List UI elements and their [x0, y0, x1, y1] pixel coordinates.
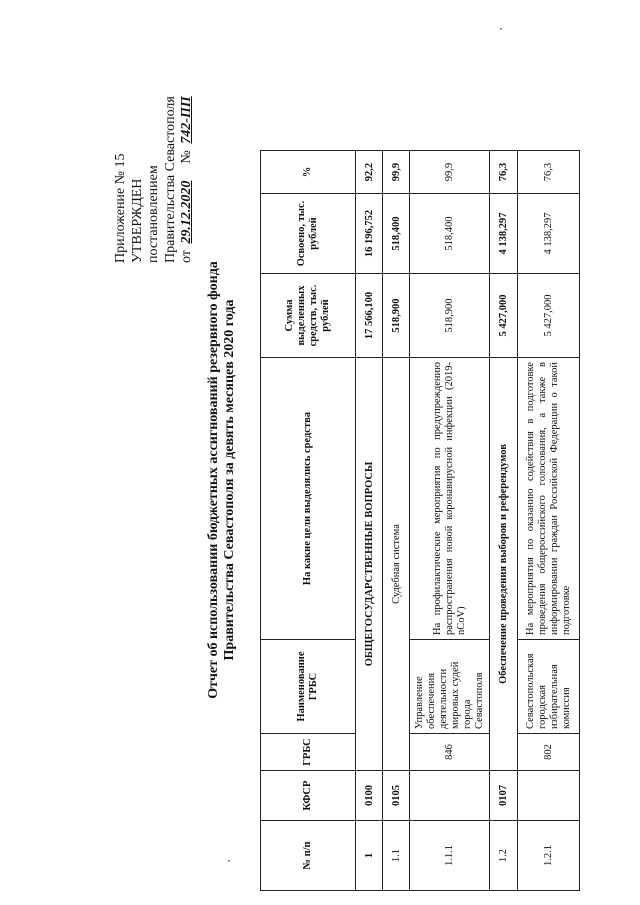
row-percent: 99,9 — [410, 151, 490, 194]
row-percent: 76,3 — [490, 151, 518, 194]
table-row — [383, 151, 410, 891]
row-kfsr-empty — [518, 771, 580, 821]
row-allocated: 518,900 — [410, 274, 490, 358]
row-num: 1.2 — [490, 821, 518, 891]
decree-number: 742-ПП — [179, 96, 194, 144]
row-allocated: 5 427,000 — [490, 274, 518, 358]
row-section: Судебная система — [383, 358, 410, 771]
decree-date-line — [179, 13, 196, 263]
table-row — [356, 151, 383, 891]
decree-date: 29.12.2020 — [179, 180, 194, 244]
decree-label: постановлением — [146, 165, 161, 263]
row-allocated: 518,900 — [383, 274, 410, 358]
table-row — [490, 151, 518, 891]
government-label: Правительства Севастополя — [162, 96, 178, 263]
report-table — [260, 150, 580, 891]
header-spent: Освоено, тыс. рублей — [261, 194, 356, 274]
table-row — [518, 151, 580, 891]
report-title — [206, 155, 238, 805]
row-percent: 76,3 — [518, 151, 580, 194]
row-grbs-name: Управление обеспечения деятельности мировых судей города Севастополя — [410, 640, 490, 734]
table-header-row — [261, 151, 356, 891]
row-kfsr-empty — [410, 771, 490, 821]
row-num: 1.1 — [383, 821, 410, 891]
approved-label: УТВЕРЖДЕН — [129, 178, 145, 263]
header-grbs: ГРБС — [261, 734, 356, 771]
row-percent: 92,2 — [356, 151, 383, 194]
title-line-1: Отчет об использовании бюджетных ассигнований резервного фонда — [206, 261, 221, 699]
row-purpose: На профилактические мероприятия по предупреждению распространения новой коронавирусной инфекции (2019-nCoV) — [410, 358, 490, 640]
row-section: ОБЩЕГОСУДАРСТВЕННЫЕ ВОПРОСЫ — [356, 358, 383, 771]
table-row — [410, 151, 490, 891]
header-allocated: Сумма выделенных средств, тыс. рублей — [261, 274, 356, 358]
row-num: 1 — [356, 821, 383, 891]
row-num: 1.1.1 — [410, 821, 490, 891]
header-percent: % — [261, 151, 356, 194]
title-line-2: Правительства Севастополя за девять месяцев 2020 года — [222, 299, 237, 661]
row-spent: 16 196,752 — [356, 194, 383, 274]
date-prefix: от — [179, 250, 194, 263]
row-spent: 4 138,297 — [490, 194, 518, 274]
row-kfsr: 0107 — [490, 771, 518, 821]
approval-block — [113, 13, 196, 263]
row-section: Обеспечение проведения выборов и референдумов — [490, 358, 518, 771]
row-spent: 4 138,297 — [518, 194, 580, 274]
header-grbs-name: Наименование ГРБС — [261, 640, 356, 734]
row-allocated: 5 427,000 — [518, 274, 580, 358]
header-purpose: На какие цели выделялись средства — [261, 358, 356, 640]
row-num: 1.2.1 — [518, 821, 580, 891]
row-percent: 99,9 — [383, 151, 410, 194]
header-kfsr: КФСР — [261, 771, 356, 821]
row-grbs: 802 — [518, 734, 580, 771]
row-kfsr: 0100 — [356, 771, 383, 821]
row-grbs-name: Севастопольская городская избирательная комиссия — [518, 640, 580, 734]
row-grbs: 846 — [410, 734, 490, 771]
appendix-label: Приложение № 15 — [113, 153, 128, 263]
header-num: № п/п — [261, 821, 356, 891]
row-spent: 518,400 — [410, 194, 490, 274]
number-prefix: № — [179, 150, 194, 164]
row-allocated: 17 566,100 — [356, 274, 383, 358]
row-spent: 518,400 — [383, 194, 410, 274]
row-kfsr: 0105 — [383, 771, 410, 821]
row-purpose: На мероприятия по оказанию содействия в подготовке проведения общероссийского голосования, а также в информировании граждан Российской Федерации о такой подготовке — [518, 358, 580, 640]
